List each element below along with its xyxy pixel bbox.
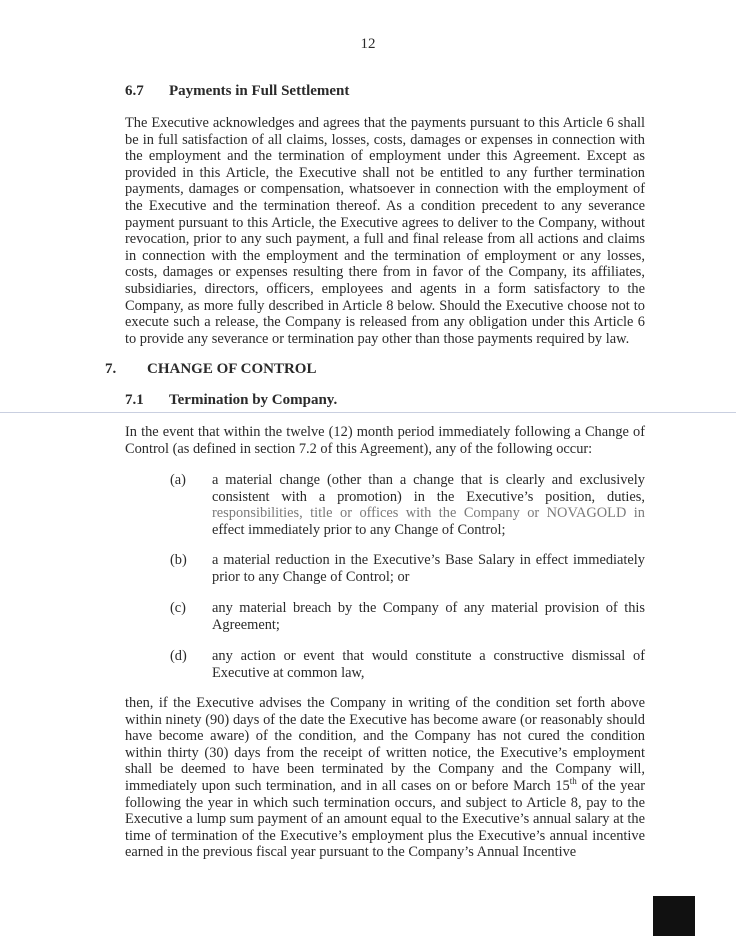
section-6-7-heading [125,83,349,100]
section-title: Payments in Full Settlement [169,83,350,99]
list-item-label: (c) [170,600,186,616]
section-title: CHANGE OF CONTROL [147,361,317,377]
section-title: Termination by Company. [169,392,338,408]
list-item-text-faded: responsibilities, title or offices with the Company or NOVAGOLD in [212,505,645,522]
section-7-1-intro: In the event that within the twelve (12) month period immediately following a Change of Control (as defined in section 7.2 of this Agreement), any of the following occur: [125,424,645,457]
closing-text: then, if the Executive advises the Company in writing of the condition set forth above within ninety (90) days of the date the Executive has become aware (or reasonably should have become aware) of the condition, and the Company has not cured the condition within thirty (30) days from the receipt of written notice, the Executive’s employment shall be deemed to have been terminated by the Company and the Company will, immediately upon such termination, and in all cases on or before March 15 [125,695,645,794]
list-item-b [170,552,645,585]
list-item-text: a material change (other than a change that is clearly and exclusively consistent with a promotion) in the Executive’s position, duties, [212,472,645,505]
list-item-text: a material reduction in the Executive’s Base Salary in effect immediately prior to any Change of Control; or [212,552,645,585]
redaction-box [653,896,695,936]
section-number: 6.7 [125,83,144,99]
section-7-1-closing [125,695,645,861]
section-number: 7. [105,361,117,377]
section-7-1-heading [125,392,337,409]
list-item-d [170,648,645,681]
section-6-7-body: The Executive acknowledges and agrees that the payments pursuant to this Article 6 shall be in full satisfaction of all claims, losses, costs, damages or expenses in connection with the employment and the termination of employment under this Agreement. Except as provided in this Article, the Executive shall not be entitled to any further termination payments, damages or compensation, whatsoever in connection with the employment of the Executive and the termination thereof. As a condition precedent to any severance payment pursuant to this Article, the Executive agrees to deliver to the Company, without revocation, prior to any such payment, a full and final release from all actions and claims in connection with the employment and the termination of employment or any losses, costs, damages or expenses resulting there from in favor of the Company, its affiliates, subsidiaries, directors, officers, employees and agents in a form satisfactory to the Company, as more fully described in Article 8 below. Should the Executive choose not to execute such a release, the Company is released from any obligation under this Article 6 to provide any severance or termination pay other than those payments required by law. [125,115,645,347]
list-item-c [170,600,645,633]
section-number: 7.1 [125,392,144,408]
list-item-label: (d) [170,648,187,664]
list-item-text: effect immediately prior to any Change of Control; [212,521,506,538]
list-item-text: any material breach by the Company of any material provision of this Agreement; [212,600,645,633]
list-item-a [170,472,645,538]
list-item-label: (b) [170,552,187,568]
section-7-heading [105,361,316,378]
list-item-text: any action or event that would constitute a constructive dismissal of Executive at common law, [212,648,645,681]
page-number: 12 [360,36,376,52]
list-item-label: (a) [170,472,186,488]
scan-line [0,412,736,413]
ordinal-suffix: th [569,776,577,787]
closing-text-continued: of the year following the year in which such termination occurs, and subject to Article 8, pay to the Executive a lump sum payment of an amount equal to the Executive’s annual salary at the time of termination of the Executive’s employment plus the Executive’s annual incentive earned in the previous fiscal year pursuant to the Company’s Annual Incentive [125,777,645,861]
